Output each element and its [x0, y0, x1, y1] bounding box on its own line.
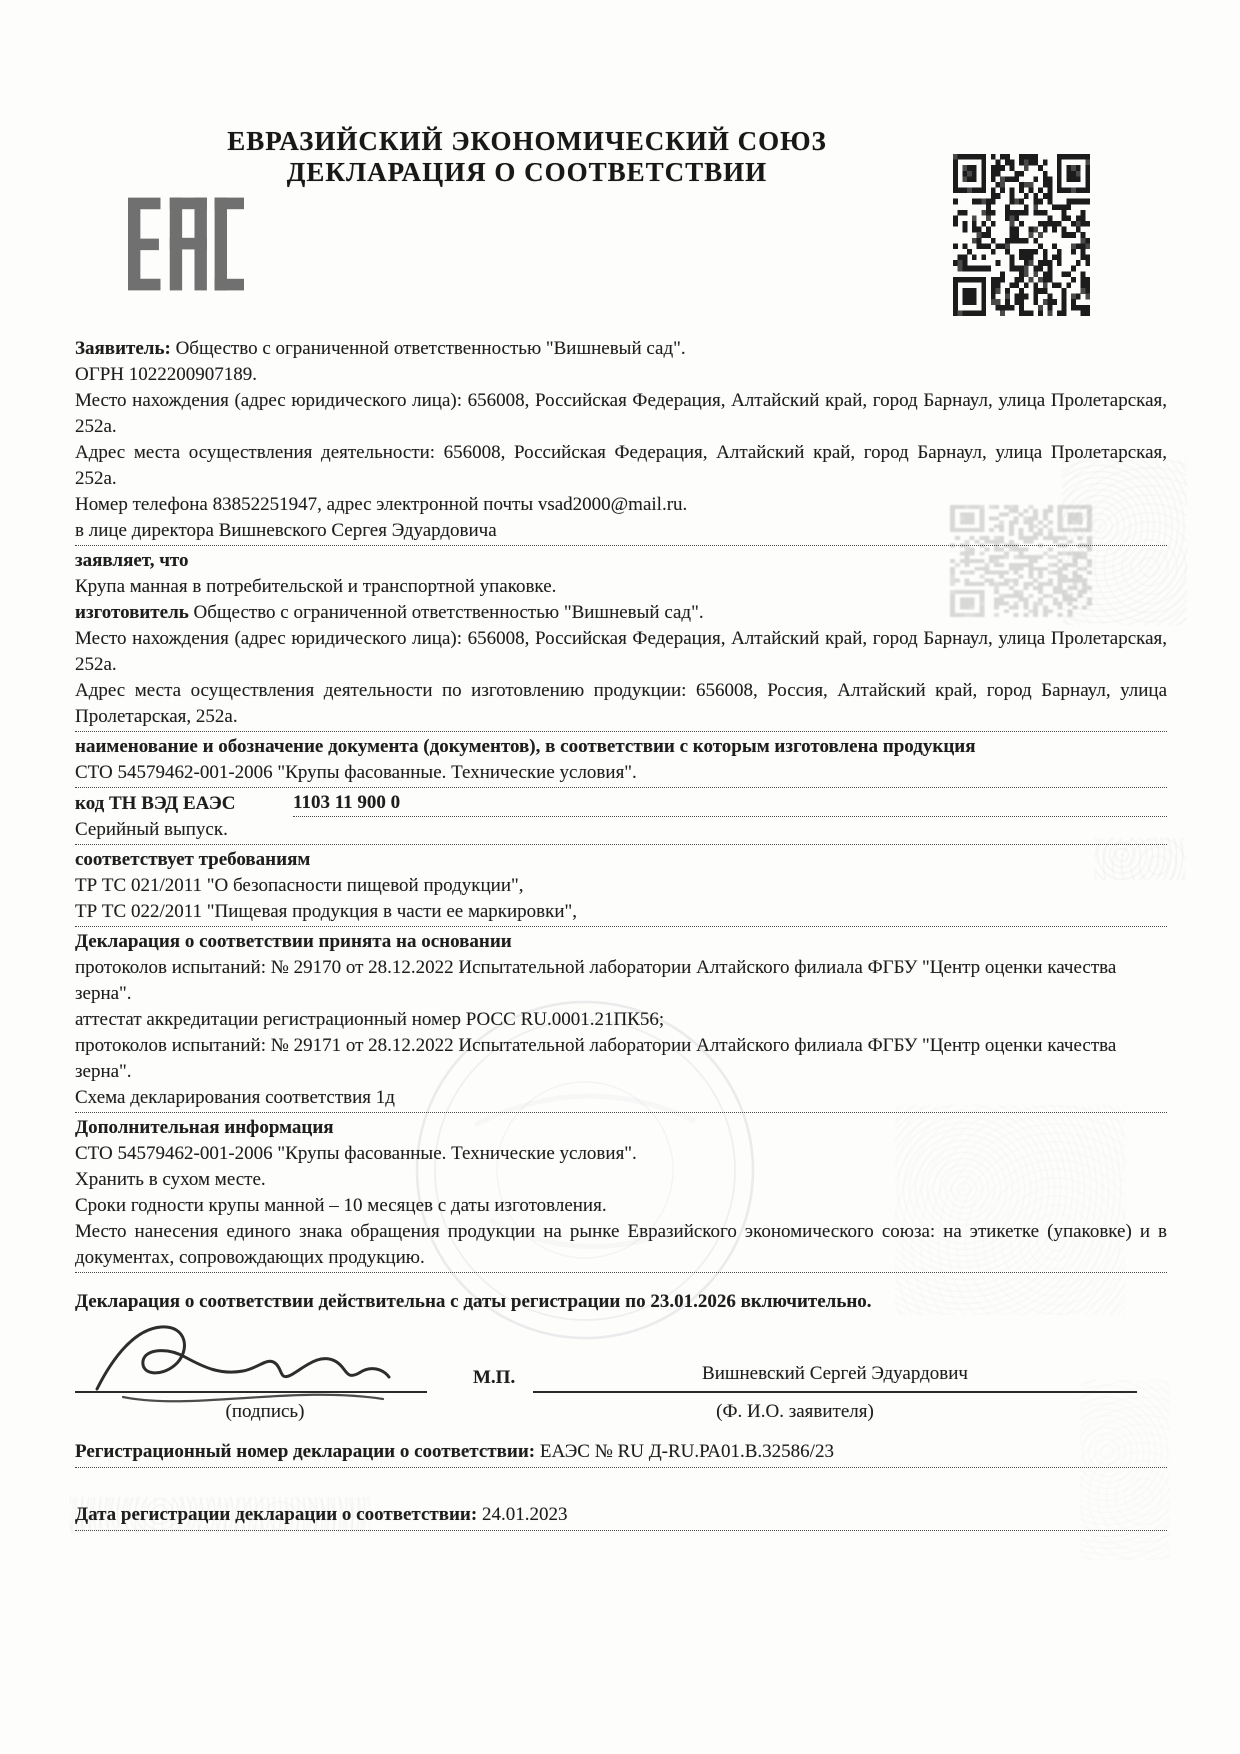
doc-line	[75, 899, 1167, 927]
doc-line-text: СТО 54579462-001-2006 "Крупы фасованные. Технические условия".	[75, 762, 637, 783]
doc-line	[75, 388, 1167, 440]
doc-line-bold: наименование и обозначение документа (документов), в соответствии с которым изготовлена продукция	[75, 736, 976, 757]
doc-line	[75, 574, 1167, 600]
doc-line-text: Место нанесения единого знака обращения продукции на рынке Евразийского экономического союза: на этикетке (упаковке) и в документах, сопровождающих продукцию.	[75, 1221, 1167, 1268]
doc-line	[75, 440, 1167, 492]
doc-line-text: Серийный выпуск.	[75, 819, 228, 840]
tnved-code-value: 1103 11 900 0	[293, 792, 401, 813]
doc-line-text: Общество с ограниченной ответственностью "Вишневый сад".	[188, 602, 704, 623]
registration-number-line	[75, 1439, 1167, 1468]
applicant-name-line	[533, 1391, 1137, 1393]
registration-date-line	[75, 1502, 1167, 1531]
doc-line-text: ТР ТС 022/2011 "Пищевая продукция в части ее маркировки",	[75, 901, 578, 922]
doc-line-text: протоколов испытаний: № 29170 от 28.12.2022 Испытательной лаборатории Алтайского филиала ФГБУ "Центр оценки качества зерна".	[75, 957, 1117, 1004]
doc-line	[75, 929, 1167, 955]
doc-line	[75, 1033, 1167, 1085]
doc-line	[75, 548, 1167, 574]
doc-line-text: Место нахождения (адрес юридического лица): 656008, Российская Федерация, Алтайский край, город Барнаул, улица Пролетарская, 252а.	[75, 390, 1167, 437]
doc-line	[75, 492, 1167, 518]
tnved-code-underline	[293, 790, 1167, 817]
doc-line-text: Адрес места осуществления деятельности по изготовлению продукции: 656008, Россия, Алтайский край, город Барнаул, улица Пролетарская, 252а.	[75, 680, 1167, 727]
doc-line-bold: изготовитель	[75, 602, 189, 623]
qr-code	[953, 154, 1090, 316]
registration-date-label: Дата регистрации декларации о соответствии:	[75, 1504, 478, 1525]
doc-line	[75, 626, 1167, 678]
doc-line-bold: Заявитель:	[75, 338, 171, 359]
doc-line	[75, 1167, 1167, 1193]
doc-line-text: Общество с ограниченной ответственностью "Вишневый сад".	[170, 338, 686, 359]
applicant-name: Вишневский Сергей Эдуардович	[702, 1363, 968, 1384]
doc-line	[75, 955, 1167, 1007]
doc-line	[75, 600, 1167, 626]
doc-line-bold: Декларация о соответствии принята на основании	[75, 931, 512, 952]
eac-logo	[128, 182, 244, 306]
doc-line	[75, 1085, 1167, 1113]
doc-line-text: протоколов испытаний: № 29171 от 28.12.2022 Испытательной лаборатории Алтайского филиала ФГБУ "Центр оценки качества зерна".	[75, 1035, 1117, 1082]
doc-line	[75, 1289, 1167, 1315]
doc-line	[75, 362, 1167, 388]
registration-date-value: 24.01.2023	[477, 1504, 568, 1525]
document-title	[227, 126, 826, 188]
doc-line-text: Схема декларирования соответствия 1д	[75, 1087, 395, 1108]
doc-line-text: Адрес места осуществления деятельности: 656008, Российская Федерация, Алтайский край, город Барнаул, улица Пролетарская, 252а.	[75, 442, 1167, 489]
doc-line	[75, 1219, 1167, 1273]
title-line-declaration: ДЕКЛАРАЦИЯ О СООТВЕТСТВИИ	[286, 157, 768, 187]
mp-seal-label: М.П.	[473, 1367, 516, 1388]
registration-number-label: Регистрационный номер декларации о соответствии:	[75, 1441, 536, 1462]
doc-line	[75, 1007, 1167, 1033]
doc-line	[75, 734, 1167, 760]
document-body	[75, 336, 1167, 1531]
doc-line-text: СТО 54579462-001-2006 "Крупы фасованные. Технические условия".	[75, 1143, 637, 1164]
doc-line-bold: Декларация о соответствии действительна с даты регистрации по 23.01.2026 включительно.	[75, 1291, 872, 1312]
doc-line-text: аттестат аккредитации регистрационный номер РОСС RU.0001.21ПК56;	[75, 1009, 665, 1030]
doc-line-bold: Дополнительная информация	[75, 1117, 334, 1138]
doc-line	[75, 817, 1167, 845]
signature-block	[75, 1321, 1167, 1439]
doc-line-text: Место нахождения (адрес юридического лица): 656008, Российская Федерация, Алтайский край, город Барнаул, улица Пролетарская, 252а.	[75, 628, 1167, 675]
doc-line-text: ОГРН 1022200907189.	[75, 364, 257, 385]
fio-caption: (Ф. И.О. заявителя)	[716, 1401, 874, 1422]
doc-line	[75, 678, 1167, 732]
doc-line-bold: соответствует требованиям	[75, 849, 311, 870]
tnved-code-label: код ТН ВЭД ЕАЭС	[75, 793, 236, 814]
doc-line	[75, 760, 1167, 788]
doc-line	[75, 847, 1167, 873]
doc-line-bold: заявляет, что	[75, 550, 189, 571]
signature-caption: (подпись)	[225, 1401, 305, 1422]
doc-line-text: Хранить в сухом месте.	[75, 1169, 266, 1190]
doc-line	[75, 1141, 1167, 1167]
doc-line-text: в лице директора Вишневского Сергея Эдуардовича	[75, 520, 497, 541]
doc-line	[75, 790, 1167, 817]
doc-line-text: Крупа манная в потребительской и транспортной упаковке.	[75, 576, 557, 597]
registration-number-value: ЕАЭС № RU Д-RU.РА01.В.32586/23	[535, 1441, 834, 1462]
doc-line-text: Номер телефона 83852251947, адрес электронной почты vsad2000@mail.ru.	[75, 494, 688, 515]
doc-line	[75, 873, 1167, 899]
title-line-union: ЕВРАЗИЙСКИЙ ЭКОНОМИЧЕСКИЙ СОЮЗ	[227, 126, 827, 156]
doc-line	[75, 518, 1167, 546]
doc-line-text: Сроки годности крупы манной – 10 месяцев с даты изготовления.	[75, 1195, 607, 1216]
doc-line-text: ТР ТС 021/2011 "О безопасности пищевой продукции",	[75, 875, 524, 896]
doc-line	[75, 1193, 1167, 1219]
doc-line	[75, 1115, 1167, 1141]
doc-line	[75, 336, 1167, 362]
signature-line	[75, 1391, 427, 1393]
